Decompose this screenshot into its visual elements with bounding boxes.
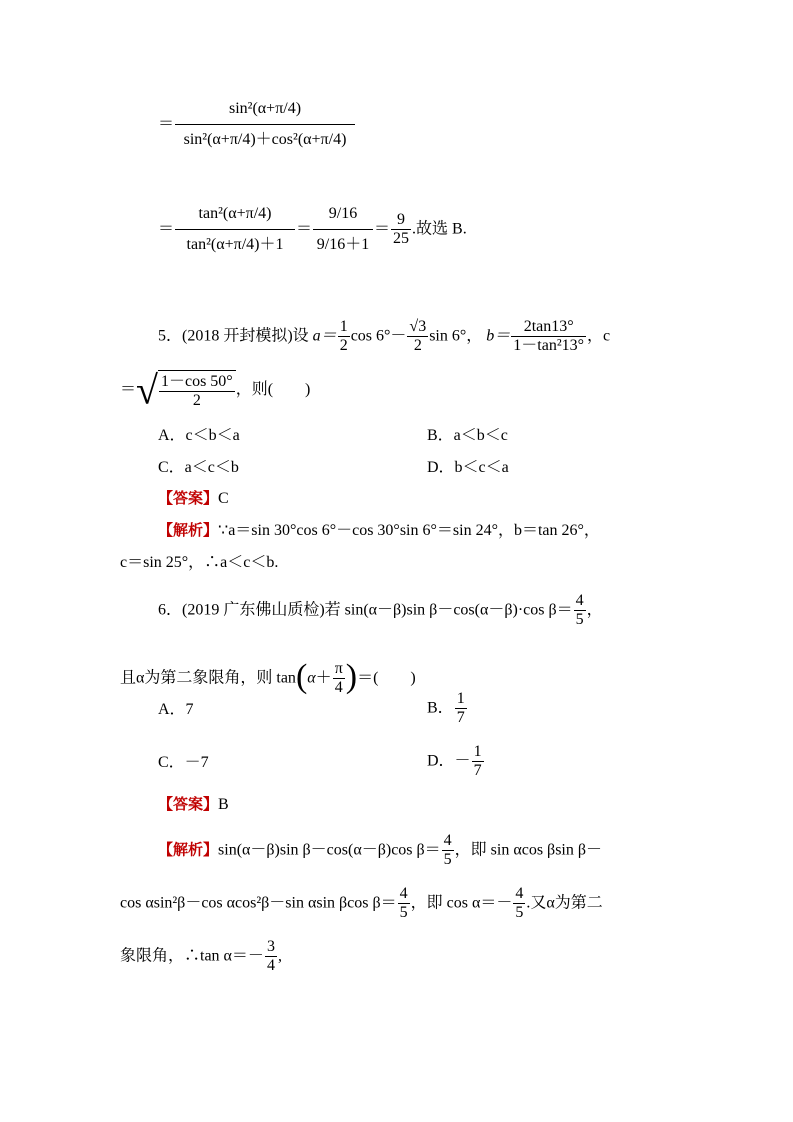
analysis-text: 象限角，∴tan α＝－ — [120, 947, 264, 965]
fraction-b — [511, 318, 586, 356]
fraction-denominator: 9/16＋1 — [316, 236, 370, 254]
fraction-three-quarters — [265, 938, 277, 976]
fraction-nine-sixteenths — [313, 205, 373, 255]
fraction-numerator: tan²(α+π/4) — [175, 205, 295, 230]
analysis-6-line-1 — [158, 832, 793, 870]
fraction-denominator: 4 — [266, 957, 275, 975]
fraction-denominator: 1－tan²13° — [513, 337, 585, 355]
fraction-numerator: 1 — [338, 318, 350, 337]
equals-sign: ＝ — [296, 220, 313, 238]
analysis-label: 【解析】 — [158, 521, 219, 539]
fraction-tan2 — [175, 205, 295, 255]
fraction-numerator: 9/16 — [313, 205, 373, 230]
analysis-text: ，即 sin αcos βsin β－ — [454, 841, 603, 859]
option-c[interactable]: C．a＜c＜b — [158, 459, 239, 476]
fraction-numerator: √3 — [407, 318, 428, 337]
cos6-term: cos 6°－ — [350, 327, 407, 345]
fraction-nine-25 — [391, 211, 411, 249]
fraction-four-fifths — [574, 592, 586, 630]
analysis-5-line-1 — [158, 523, 793, 539]
analysis-text: c＝sin 25°，∴a＜c＜b. — [120, 554, 279, 571]
answer-value: C — [218, 490, 229, 507]
option-b-prefix: B． — [427, 699, 454, 717]
fraction-denominator: 2 — [413, 337, 422, 355]
c-intro: ，c — [587, 327, 611, 345]
analysis-6-line-3 — [120, 938, 793, 976]
analysis-6-line-2 — [120, 885, 793, 923]
fraction-four-fifths: $\frac{4}{5}$ — [515, 885, 524, 922]
equals-sign: ＝ — [120, 381, 137, 399]
equals-sign: ＝ — [158, 220, 175, 238]
option-d-prefix: D．－ — [427, 752, 471, 770]
fraction-denominator: 2 — [339, 337, 348, 355]
fraction-numerator: 1 — [455, 690, 467, 709]
fraction-numerator: 3 — [265, 938, 277, 957]
fraction-denominator: tan²(α+π/4)＋1 — [186, 236, 284, 254]
fraction-numerator: 4 — [442, 832, 454, 851]
analysis-5-line-2 — [120, 555, 793, 571]
fraction-four-fifths — [442, 832, 454, 870]
fraction-numerator: 1 — [472, 743, 484, 762]
answer-value: B — [218, 796, 229, 813]
fraction-sin2 — [175, 100, 355, 150]
a-definition: a＝ — [312, 327, 337, 345]
option-a[interactable]: A．7 — [158, 701, 194, 718]
b-definition: b＝ — [486, 327, 511, 345]
fraction-numerator: 1－cos 50° — [159, 373, 235, 392]
answer-label: 【答案】 — [158, 489, 219, 507]
question-6-line-2: 且α为第二象限角，则 tan(α＋ $\frac{\pi}{4}$ )＝( ) — [120, 658, 416, 697]
fraction-denominator: 7 — [473, 762, 482, 780]
option-b[interactable]: B．a＜b＜c — [427, 427, 508, 444]
analysis-text: ，即 cos α＝－ — [410, 894, 513, 912]
fraction-numerator: 9 — [391, 211, 411, 230]
sqrt-icon: √ — [136, 367, 158, 413]
fraction-denominator: 5 — [443, 851, 452, 869]
choice-conclusion: .故选 B. — [412, 220, 467, 238]
option-c[interactable]: C．－7 — [158, 754, 209, 771]
analysis-text: .又α为第二 — [526, 894, 603, 912]
analysis-text: sin(α－β)sin β－cos(α－β)cos β＝ — [218, 841, 441, 859]
comma: ， — [586, 601, 603, 619]
equals-sign: ＝ — [374, 220, 391, 238]
answer-5 — [158, 491, 793, 507]
question-6-head: 6．(2019 广东佛山质检)若 sin(α－β)sin β－cos(α－β)·cos β＝ — [158, 601, 573, 619]
question-6-line-1 — [158, 592, 793, 630]
fraction-sqrt3-over-2 — [407, 318, 428, 356]
fraction-denominator: 2 — [192, 392, 201, 410]
analysis-text: cos αsin²β－cos αcos²β－sin αsin βcos β＝ — [120, 894, 397, 912]
equals-sign: ＝ — [158, 115, 175, 133]
question-5-head: 5．(2018 开封模拟)设 — [158, 327, 309, 345]
fraction-denominator — [175, 125, 355, 149]
equation-line-2 — [158, 205, 793, 255]
paren-right-icon: ) — [345, 658, 358, 696]
question-5-line-2 — [120, 367, 793, 413]
fraction-denominator: 5 — [575, 611, 584, 629]
den-plus: ＋cos² — [255, 131, 298, 149]
option-b[interactable] — [427, 690, 468, 728]
fraction-half — [338, 318, 350, 356]
option-d[interactable] — [427, 743, 485, 781]
question-6-condition: 且α为第二象限角，则 tan — [120, 669, 296, 687]
analysis-text: ∵a＝sin 30°cos 6°－cos 30°sin 6°＝sin 24°，b＝tan 26°， — [218, 522, 600, 539]
option-d[interactable]: D．b＜c＜a — [427, 459, 509, 476]
option-a[interactable]: A．c＜b＜a — [158, 427, 240, 444]
sin6-term: sin 6°， — [429, 327, 483, 345]
answer-label: 【答案】 — [158, 795, 219, 813]
answer-6 — [158, 797, 793, 813]
fraction-numerator: 2tan13° — [511, 318, 586, 337]
fraction-one-seventh — [455, 690, 467, 728]
fraction-pi-over-4: $\frac{\pi}{4}$ — [334, 660, 343, 697]
analysis-text: , — [277, 947, 282, 965]
paren-left-icon: ( — [295, 658, 308, 696]
fraction-c — [159, 373, 235, 411]
fraction-neg-one-seventh — [472, 743, 484, 781]
question-6-prompt: ＝( ) — [357, 669, 416, 687]
sqrt-expression — [136, 367, 236, 413]
fraction-denominator: 7 — [456, 709, 465, 727]
den-term-a: sin²(α+π/4) — [183, 131, 256, 149]
question-5-prompt: ，则( ) — [235, 381, 311, 399]
fraction-numerator: sin²(α+π/4) — [175, 100, 355, 125]
den-term-b: (α+π/4) — [297, 131, 347, 149]
question-5-line-1 — [158, 318, 793, 356]
fraction-numerator: 4 — [574, 592, 586, 611]
fraction-four-fifths: $\frac{4}{5}$ — [399, 885, 408, 922]
equation-line-1 — [158, 100, 793, 150]
fraction-denominator: 25 — [393, 230, 410, 248]
analysis-label: 【解析】 — [158, 840, 219, 859]
